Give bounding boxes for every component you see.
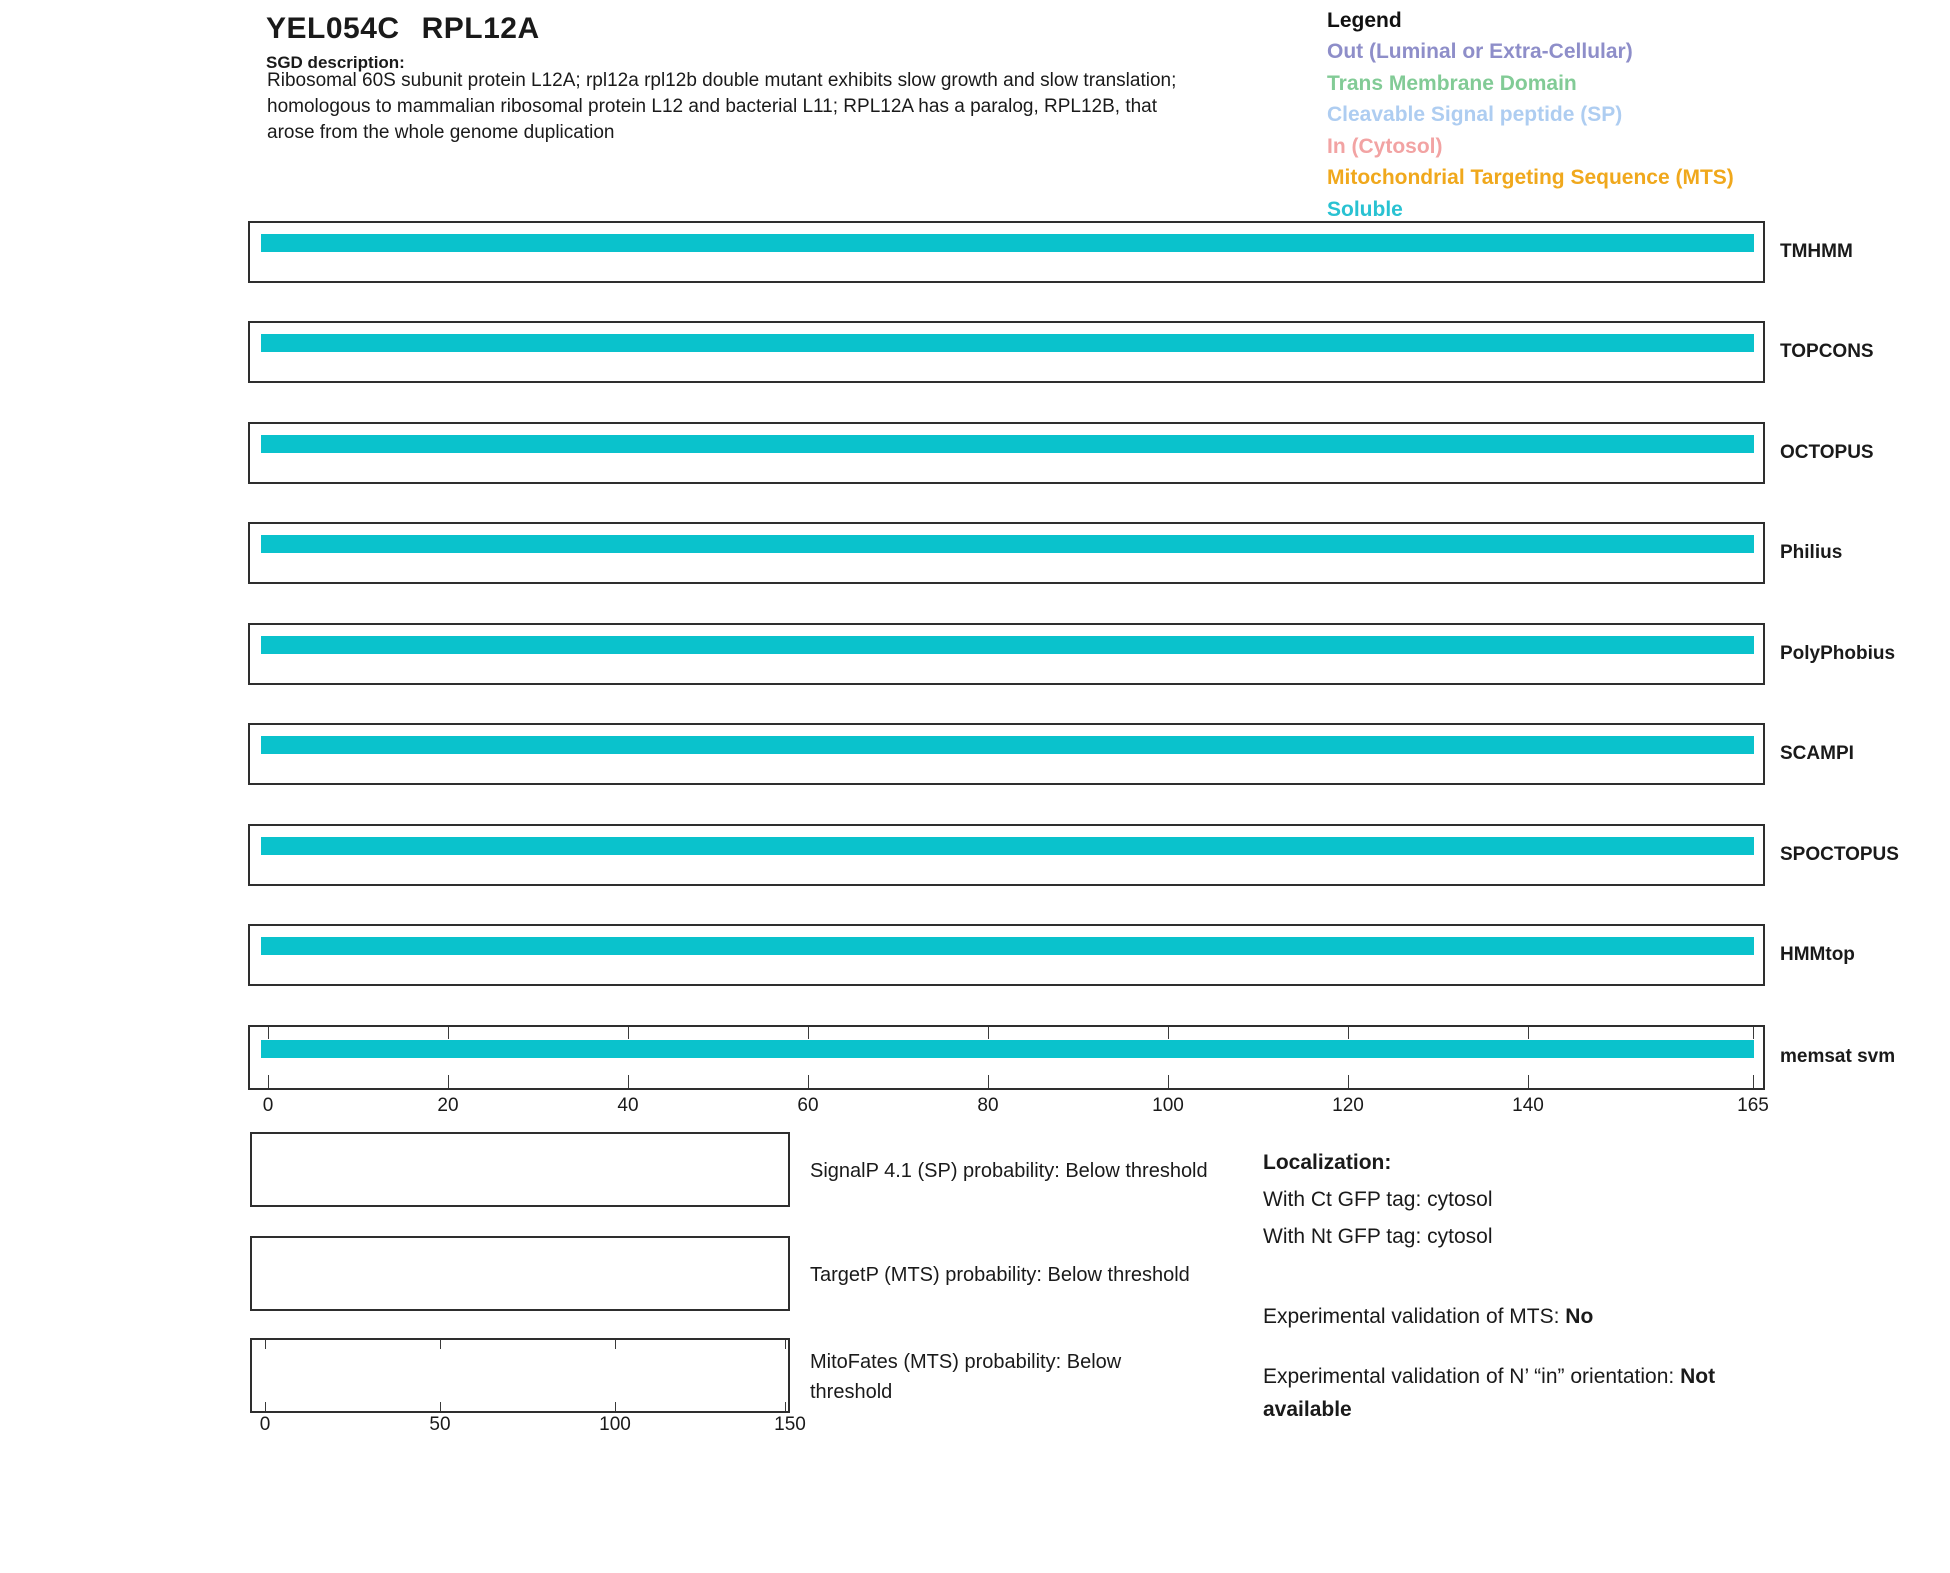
legend-entry-sp: Cleavable Signal peptide (SP) [1327,103,1623,126]
axis-tick [628,1075,629,1088]
axis-tick [785,1340,786,1349]
soluble-bar [261,234,1754,252]
axis-tick [1528,1027,1529,1039]
axis-tick [1168,1075,1169,1088]
prob-label-mitofates-line-1: MitoFates (MTS) probability: Below [810,1351,1122,1373]
track-row-memsat [0,1025,1950,1091]
prob-label-signalp: SignalP 4.1 (SP) probability: Below threshold [810,1160,1208,1182]
mts-validation-value: No [1565,1305,1594,1328]
track-box-memsat [248,1025,1765,1090]
page-title [266,12,540,46]
prob-label-mitofates [810,1347,1121,1407]
track-box-topcons [248,321,1765,383]
track-row-topcons [0,321,1950,387]
axis-tick [988,1075,989,1088]
track-box-philius [248,522,1765,584]
soluble-bar [261,837,1754,855]
prob-box-signalp [250,1132,790,1207]
axis-tick [1348,1075,1349,1088]
localization-nt-line: With Nt GFP tag: cytosol [1263,1225,1493,1248]
axis-tick-label: 60 [797,1095,819,1116]
soluble-bar [261,636,1754,654]
residue-axis [0,1095,1950,1121]
axis-tick [1168,1027,1169,1039]
axis-tick [615,1402,616,1411]
track-label-tmhmm: TMHMM [1780,241,1853,262]
legend-entry-soluble: Soluble [1327,197,1403,221]
axis-tick-label: 80 [977,1095,999,1116]
track-box-spoctopus [248,824,1765,886]
track-box-polyphobius [248,623,1765,685]
soluble-bar [261,1040,1754,1058]
soluble-bar [261,435,1754,453]
orientation-validation-value: Not available [1263,1365,1716,1421]
axis-tick [808,1027,809,1039]
axis-tick [1348,1027,1349,1039]
soluble-bar [261,937,1754,955]
axis-tick [440,1340,441,1349]
prob-box-mitofates [250,1338,790,1413]
prob-label-mitofates-line-2: threshold [810,1381,893,1403]
axis-tick-label: 100 [1152,1095,1184,1116]
track-box-tmhmm [248,221,1765,283]
track-label-philius: Philius [1780,542,1843,563]
axis-tick-label: 20 [437,1095,459,1116]
soluble-bar [261,334,1754,352]
axis-tick-label: 140 [1512,1095,1544,1116]
page-title-orf: YEL054C [266,12,400,45]
track-row-hmmtop [0,924,1950,990]
track-row-tmhmm [0,221,1950,287]
axis-tick [1753,1027,1754,1039]
legend-title: Legend [1327,9,1402,32]
axis-tick [448,1075,449,1088]
axis-tick [265,1340,266,1349]
axis-tick-label: 165 [1737,1095,1769,1116]
track-row-polyphobius [0,623,1950,689]
track-label-polyphobius: PolyPhobius [1780,643,1896,664]
axis-tick [440,1402,441,1411]
prob-label-targetp: TargetP (MTS) probability: Below threshold [810,1264,1190,1286]
sgd-description-line-1: Ribosomal 60S subunit protein L12A; rpl12a rpl12b double mutant exhibits slow growth and slow translation; [267,70,1177,91]
track-label-memsat: memsat svm [1780,1046,1896,1067]
legend-entry-mts: Mitochondrial Targeting Sequence (MTS) [1327,166,1734,189]
soluble-bar [261,736,1754,754]
track-label-octopus: OCTOPUS [1780,442,1874,463]
axis-tick [808,1075,809,1088]
axis-tick-label: 0 [262,1095,274,1116]
track-label-hmmtop: HMMtop [1780,944,1855,965]
axis-tick [785,1402,786,1411]
track-row-octopus [0,422,1950,488]
track-row-scampi [0,723,1950,789]
axis-tick [1753,1075,1754,1088]
axis-tick-label: 150 [774,1414,806,1435]
legend [1327,6,1734,225]
axis-tick [268,1075,269,1088]
soluble-bar [261,535,1754,553]
localization-title: Localization: [1263,1151,1392,1174]
track-box-hmmtop [248,924,1765,986]
mts-validation-line [1263,1302,1593,1332]
axis-tick [448,1027,449,1039]
track-box-octopus [248,422,1765,484]
axis-tick-label: 100 [599,1414,631,1435]
localization-ct-line: With Ct GFP tag: cytosol [1263,1188,1493,1211]
prob-box-targetp [250,1236,790,1311]
track-row-philius [0,522,1950,588]
legend-entry-in: In (Cytosol) [1327,134,1443,158]
axis-tick [265,1402,266,1411]
sgd-description-line-2: homologous to mammalian ribosomal protein L12 and bacterial L11; RPL12A has a paralog, RPL12B, that [267,96,1158,117]
axis-tick-label: 40 [617,1095,639,1116]
axis-tick [628,1027,629,1039]
orientation-validation-label: Experimental validation of N’ “in” orientation: [1263,1365,1681,1388]
track-label-spoctopus: SPOCTOPUS [1780,844,1899,865]
axis-tick-label: 120 [1332,1095,1364,1116]
sgd-description-label: SGD description: [266,53,405,72]
track-row-spoctopus [0,824,1950,890]
axis-tick [268,1027,269,1039]
axis-tick-label: 0 [259,1414,271,1435]
axis-tick [615,1340,616,1349]
sgd-description-line-3: arose from the whole genome duplication [267,122,615,143]
legend-entry-tm: Trans Membrane Domain [1327,71,1577,95]
track-label-topcons: TOPCONS [1780,341,1874,362]
axis-tick [1528,1075,1529,1088]
orientation-validation-line [1263,1360,1733,1426]
mts-validation-label: Experimental validation of MTS: [1263,1305,1566,1328]
track-box-scampi [248,723,1765,785]
axis-tick-label: 50 [429,1414,451,1435]
page-title-gene: RPL12A [421,12,540,45]
axis-tick [988,1027,989,1039]
legend-entry-out: Out (Luminal or Extra-Cellular) [1327,40,1633,63]
track-label-scampi: SCAMPI [1780,743,1854,764]
